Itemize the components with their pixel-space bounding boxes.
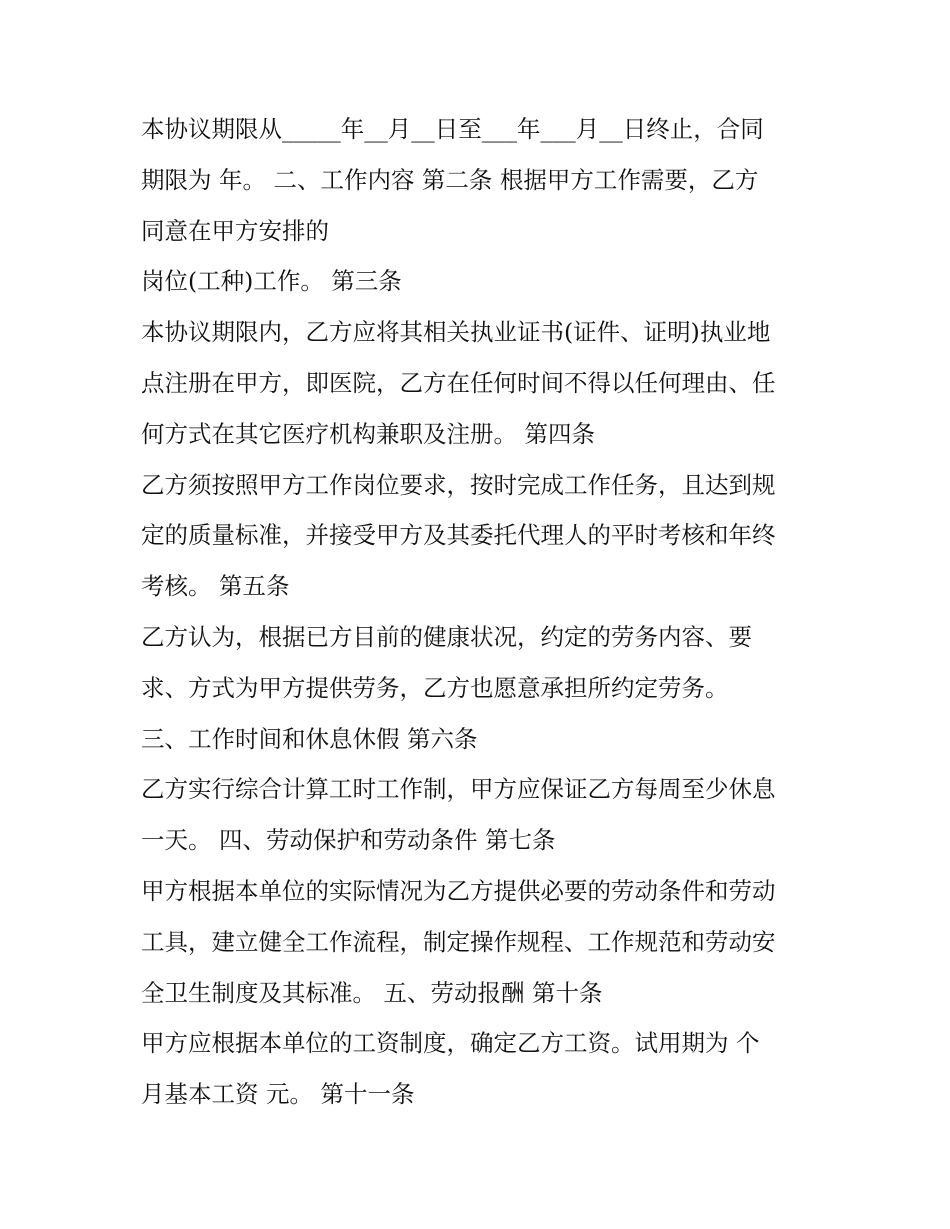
text-line: 期限为 年。 二、工作内容 第二条 根据甲方工作需要，乙方 — [141, 165, 759, 194]
text-line: 求、方式为甲方提供劳务，乙方也愿意承担所约定劳务。 — [141, 673, 729, 702]
text-line: 本协议期限内，乙方应将其相关执业证书(证件、证明)执业地 — [141, 318, 771, 347]
text-line: 考核。 第五条 — [141, 572, 290, 601]
text-line: 甲方根据本单位的实际情况为乙方提供必要的劳动条件和劳动 — [141, 876, 776, 905]
text-line: 乙方实行综合计算工时工作制，甲方应保证乙方每周至少休息 — [141, 775, 776, 804]
text-line: 甲方应根据本单位的工资制度，确定乙方工资。试用期为 个 — [141, 1029, 760, 1058]
text-line: 三、工作时间和休息休假 第六条 — [141, 724, 478, 753]
text-line: 定的质量标准，并接受甲方及其委托代理人的平时考核和年终 — [141, 521, 776, 550]
text-line: 点注册在甲方，即医院，乙方在任何时间不得以任何理由、任 — [141, 368, 776, 397]
text-line: 同意在甲方安排的 — [141, 216, 329, 245]
text-line: 岗位(工种)工作。 第三条 — [141, 267, 402, 296]
text-line: 月基本工资 元。 第十一条 — [141, 1080, 415, 1109]
text-line: 本协议期限从_____年__月__日至___年___月__日终止，合同 — [141, 115, 764, 143]
text-line: 全卫生制度及其标准。 五、劳动报酬 第十条 — [141, 978, 603, 1007]
document-body — [141, 104, 821, 1120]
text-line: 工具，建立健全工作流程，制定操作规程、工作规范和劳动安 — [141, 927, 776, 956]
text-line: 一天。 四、劳动保护和劳动条件 第七条 — [141, 826, 556, 855]
text-line: 何方式在其它医疗机构兼职及注册。 第四条 — [141, 419, 595, 448]
text-line: 乙方须按照甲方工作岗位要求，按时完成工作任务，且达到规 — [141, 470, 776, 499]
text-line: 乙方认为，根据已方目前的健康状况，约定的劳务内容、要 — [141, 622, 752, 651]
